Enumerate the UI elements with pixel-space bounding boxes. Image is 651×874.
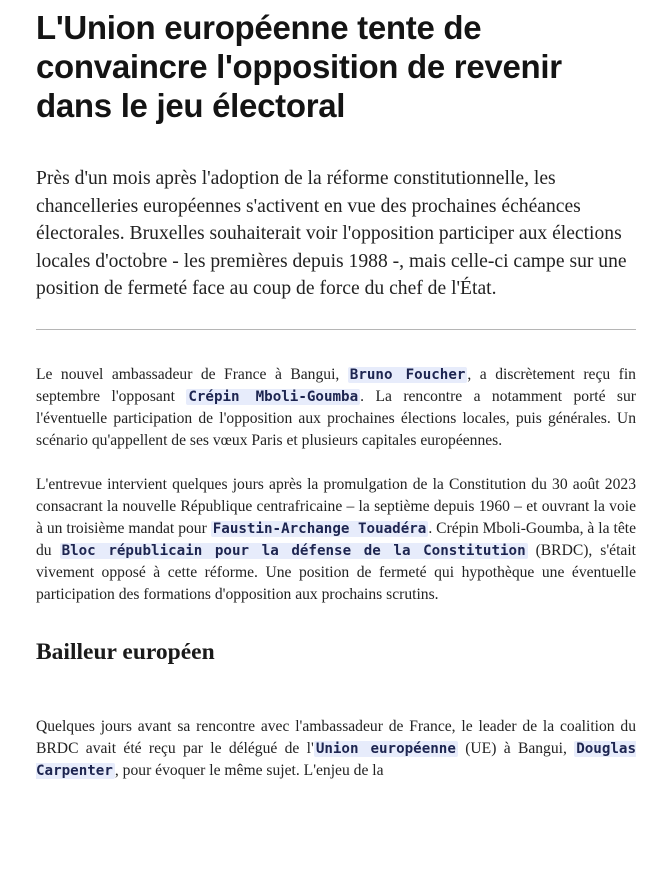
section-heading: Bailleur européen	[36, 638, 215, 665]
article-lede: Près d'un mois après l'adoption de la réforme constitutionnelle, les chancelleries européennes s'activent en vue des prochaines échéances électorales. Bruxelles souhaiterait voir l'opposition participer aux élections locales d'octobre - les premières depuis 1988 -, mais celle-ci campe sur une position de fermeté face au coup de force du chef de l'État.	[36, 168, 627, 299]
paragraph-text: L'entrevue intervient quelques jours après la promulgation de la Constitution du 30 août 2023 consacrant la nouvelle République centrafricaine – la septième depuis 1960 – et ouvrant la voie à un troisième mandat pour	[36, 475, 636, 537]
paragraph-text: , pour évoquer le même sujet. L'enjeu de la	[114, 761, 384, 779]
article-title: L'Union européenne tente de convaincre l'opposition de revenir dans le jeu électoral	[36, 9, 562, 124]
paragraph-3	[36, 716, 636, 782]
divider	[36, 329, 636, 330]
entity-link-faustin-archange-touadera[interactable]: Faustin-Archange Touadéra	[212, 520, 427, 537]
paragraph-text: . La rencontre a notamment porté sur l'éventuelle participation de l'opposition aux prochaines élections locales, puis générales. Un scénario qu'appellent de ses vœux Paris et plusieurs capitales européennes.	[36, 387, 636, 449]
paragraph-text: (UE) à Bangui,	[457, 739, 575, 757]
paragraph-text: Quelques jours avant sa rencontre avec l'ambassadeur de France, le leader de la coalition du BRDC avait été reçu par le délégué de l'	[36, 717, 636, 757]
paragraph-1	[36, 364, 636, 452]
paragraph-text: . Crépin Mboli-Goumba, à la tête du	[36, 519, 636, 559]
paragraph-2	[36, 474, 636, 606]
article	[36, 8, 636, 782]
entity-link-bloc-republicain[interactable]: Bloc républicain pour la défense de la Constitution	[61, 542, 526, 559]
entity-link-bruno-foucher[interactable]: Bruno Foucher	[349, 366, 466, 383]
paragraph-text: , a discrètement reçu fin septembre l'opposant	[36, 365, 636, 405]
entity-link-union-europeenne[interactable]: Union européenne	[315, 740, 456, 757]
entity-link-douglas-carpenter[interactable]: Douglas Carpenter	[36, 740, 636, 779]
entity-link-crepin-mboli-goumba[interactable]: Crépin Mboli-Goumba	[188, 388, 359, 405]
paragraph-text: Le nouvel ambassadeur de France à Bangui,	[36, 365, 348, 383]
paragraph-text: (BRDC), s'était vivement opposé à cette réforme. Une position de fermeté qui hypothèque une éventuelle participation des formations d'opposition aux prochains scrutins.	[36, 541, 637, 603]
